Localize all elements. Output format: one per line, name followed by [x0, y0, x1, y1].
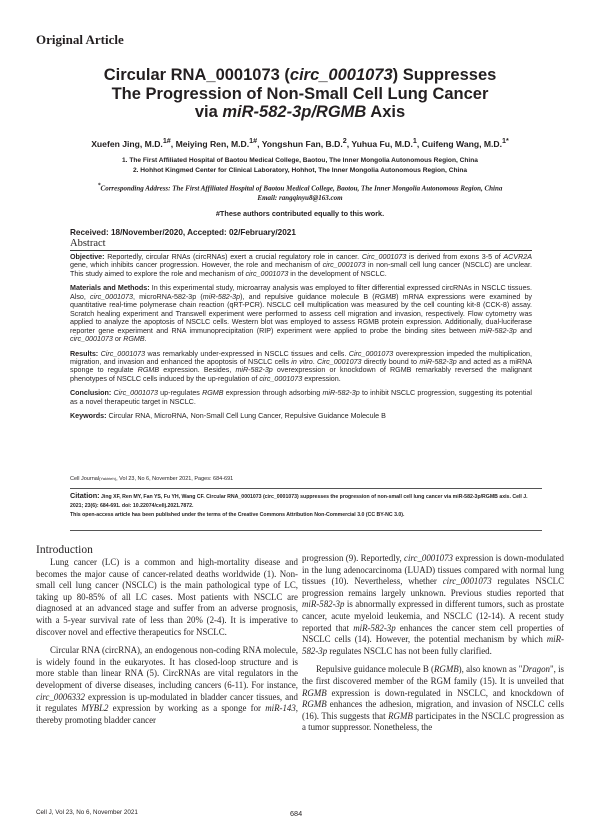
- page-number: 684: [290, 809, 303, 818]
- license-text: This open-access article has been published under the terms of the Creative Commons Attribution Non-Commercial 3.0 (CC BY-NC 3.0).: [70, 512, 405, 518]
- author: Xuefen Jing, M.D.$^{1\#}$,: [91, 137, 174, 149]
- abstract-methods: Materials and Methods: In this experimental study, microarray analysis was employed to filter differential expressed circRNAs in NSCLC tissues. Also, circ_0001073, microRNA-582-3p (miR-582-3p), and repulsive guidance molecule B (RGMB) mRNA expressions were examined by quantitative real-time polymerase chain reaction (qRT-PCR). NSCLC cell multiplication was measured by the cell counting kit-8 (CCK-8) assay. Scratch healing experiment and Transwell experiment were performed to assess cell migration and invasion, respectively. Flow cytometry was applied to analyze the apoptosis of NSCLC cells. Western blot was employed to assess RGMB protein expression. Additionally, dual-luciferase reporter gene experiment and RNA immunoprecipitation (RIP) experiment were applied to probe the binding sites between miR-582-3p and circ_0001073 or RGMB.: [70, 284, 532, 344]
- paragraph: Lung cancer (LC) is a common and high-mortality disease and becomes the major cause of cancer-related deaths worldwide (1). Non-small cell lung cancer (NSCLC) is the main pathological type of LC, taking up 80-85% of all LC cases. Most patients with NSCLC are diagnosed at an advanced stage and suffer from an adverse prognosis, with a 5-year survival rate of less than 20% (2-4). It is imperative to discover novel and effective therapeutics for NSCLC.: [36, 557, 298, 637]
- body-column-right: [302, 553, 564, 734]
- affiliation: 1. The First Affiliated Hospital of Baotou Medical College, Baotou, The Inner Mongolia Autonomous Region, China: [122, 157, 478, 164]
- journal-reference-line: Cell Journal(Yakhteh), Vol 23, No 6, November 2021, Pages: 684-691: [70, 476, 234, 482]
- abstract-body: [70, 253, 532, 427]
- correspondence-email: Email: rangqinyu8@163.com: [257, 193, 343, 202]
- title-line-3: via miR-582-3p/RGMB Axis: [194, 103, 406, 121]
- affiliation: 2. Hohhot Kingmed Center for Clinical Laboratory, Hohhot, The Inner Mongolia Autonomous Region, China: [132, 167, 468, 174]
- paragraph: progression (9). Reportedly, circ_0001073 expression is down-modulated in the lung adenocarcinoma (LUAD) tissues compared with normal lung tissues (10). Nevertheless, whether circ_0001073 regulates NSCLC progression remains largely unknown. Previous studies reported that miR-582-3p is abnormally expressed in different tumors, such as prostate cancer, acute myeloid leukemia, and NSCLC (12-14). A recent study reported that miR-582-3p enhances the cancer stem cell properties of NSCLC cells (14). However, the potential mechanism by which miR-582-3p regulates NSCLC has not been fully clarified.: [302, 553, 565, 656]
- affiliations: [40, 156, 560, 176]
- body-column-left: [36, 557, 298, 726]
- section-tag: Original Article: [36, 32, 124, 47]
- title-line-1: Circular RNA_0001073 (circ_0001073) Suppresses: [103, 66, 497, 84]
- paragraph: Repulsive guidance molecule B (RGMB), also known as "Dragon", is the first discovered member of the RGM family (15). It is unveiled that RGMB expression is down-regulated in NSCLC, and knockdown of RGMB enhances the adhesion, migration, and invasion of NSCLC cells (16). This suggests that RGMB participates in the NSCLC progression as a tumor suppressor. Nonetheless, the: [302, 664, 564, 733]
- author: Yuhua Fu, M.D.$^1$,: [351, 137, 420, 149]
- author-list: [40, 137, 560, 149]
- equal-contribution-note: #These authors contributed equally to this work.: [215, 209, 385, 218]
- abstract-heading: Abstract: [70, 238, 532, 251]
- abstract-results: Results: Circ_0001073 was remarkably under-expressed in NSCLC tissues and cells. Circ_0001073 overexpression impeded the multiplication, migration, and invasion and enhanced the apoptosis of NSCLC cells in vitro. Circ_0001073 directly bound to miR-582-3p and acted as a miRNA sponge to regulate RGMB expression. Besides, miR-582-3p overexpression or knockdown of RGMB remarkably reversed the malignant phenotypes of NSCLC cells induced by the up-regulation of circ_0001073 expression.: [70, 349, 533, 383]
- article-title: [60, 66, 540, 122]
- title-line-2: The Progression of Non-Small Cell Lung Cancer: [111, 84, 489, 103]
- abstract-keywords: Keywords: Circular RNA, MicroRNA, Non-Small Cell Lung Cancer, Repulsive Guidance Molecule B: [70, 412, 386, 421]
- author: Cuifeng Wang, M.D.$^{1*}$: [421, 137, 509, 149]
- footer-journal: Cell J, Vol 23, No 6, November 2021: [36, 809, 138, 816]
- correspondence: *Corresponding Address: The First Affiliated Hospital of Baotou Medical College, Baotou, The Inner Mongolia Autonomous Region, China Email: rangqinyu8@163.com: [30, 182, 570, 203]
- abstract-objective: Objective: Reportedly, circular RNAs (circRNAs) exert a crucial regulatory role in cancer. Circ_0001073 is derived from exons 3-5 of ACVR2A gene, which inhibits cancer progression. However, the role and mechanism of circ_0001073 in non-small cell lung cancer (NSCLC) are unclear. This study aimed to explore the role and mechanism of circ_0001073 in the development of NSCLC.: [70, 253, 532, 278]
- author: Meiying Ren, M.D.$^{1\#}$,: [175, 137, 260, 149]
- introduction-heading: Introduction: [36, 544, 93, 556]
- paragraph: Circular RNA (circRNA), an endogenous non-coding RNA molecule, is widely found in the eukaryotes. It has closed-loop structure and is more stable than linear RNA (5). CircRNAs are vital regulators in the development of diverse diseases, including cancers (6-11). For instance, circ_0006332 expression is up-modulated in bladder cancer tissues, and it regulates MYBL2 expression by working as a sponge for miR-143, thereby promoting bladder cancer: [36, 645, 298, 725]
- citation-text: Citation: Jing XF, Ren MY, Fan YS, Fu YH, Wang CF. Circular RNA_0001073 (circ_0001073) suppresses the progression of non-small cell lung cancer via miR-582-3p/RGMB axis. Cell J. 2021; 23(6): 684-691. doi: 10.22074/cellj.2021.7872.: [70, 491, 528, 509]
- author: Yongshun Fan, B.D.$^2$,: [261, 137, 350, 149]
- received-accepted-dates: Received: 18/November/2020, Accepted: 02/February/2021: [70, 228, 296, 237]
- citation-box: [70, 488, 542, 531]
- abstract-conclusion: Conclusion: Circ_0001073 up-regulates RGMB expression through adsorbing miR-582-3p to inhibit NSCLC progression, suggesting its potential as a novel therapeutic target in NSCLC.: [70, 389, 532, 406]
